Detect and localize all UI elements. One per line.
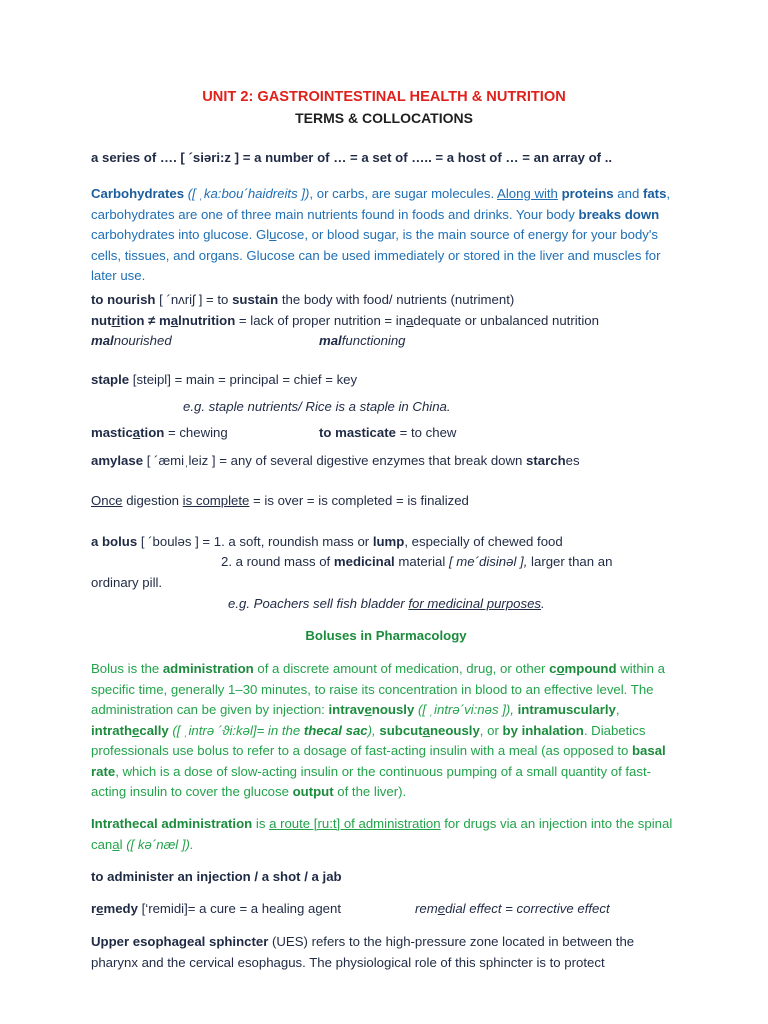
text: [ ´nʌriʃ ] = to	[155, 292, 233, 307]
term: intrav	[328, 702, 365, 717]
text: = lack of proper nutrition = in	[235, 313, 407, 328]
prefix: mal	[319, 333, 342, 348]
bolus-line-3	[91, 573, 681, 594]
text: [‘remidi]= a cure = a healing agent	[137, 901, 342, 916]
term: mpound	[564, 661, 617, 676]
term: cally	[139, 722, 169, 738]
term: output	[292, 784, 334, 799]
stress-mark: a	[112, 836, 120, 852]
series-line	[91, 148, 681, 169]
example-text: e.g. Poachers sell fish bladder	[228, 596, 409, 611]
text: , which is a dose of slow-acting insulin or the continuous pumping of a small quantity of fast-acting insulin to cover the glucose	[91, 763, 652, 799]
term: thecal sac	[303, 722, 368, 738]
term: c	[549, 661, 557, 676]
text: of the liver).	[333, 784, 407, 799]
term: subcut	[379, 722, 423, 738]
bolus-line-2	[91, 552, 768, 573]
heading-text: Boluses in Pharmacology	[305, 628, 467, 643]
term: Upper esophageal sphincter	[91, 934, 269, 949]
term: neously	[429, 722, 480, 738]
term: to masticate	[319, 425, 396, 440]
stress-mark: e	[437, 901, 446, 916]
term: nously	[371, 702, 415, 717]
stress-mark: e	[96, 901, 104, 916]
underlined-word: Once	[91, 493, 123, 508]
section-heading	[91, 626, 681, 647]
series-text: a series of …. [ ´siəri:z ] = a number of … = a set of ….. = a host of … = an array of ..	[91, 150, 613, 165]
mastication-line	[91, 423, 681, 444]
page-subtitle: TERMS & COLLOCATIONS	[295, 110, 473, 126]
underlined-phrase: Along with	[497, 186, 558, 201]
text: cose, or blood sugar, is the main source of energy for your body's cells, tissues, and organs. Glucose can be used immediately or stored in the liver and muscles for later use.	[91, 227, 661, 283]
text: ordinary pill.	[91, 575, 163, 590]
term: to administer an injection / a shot / a jab	[91, 869, 342, 884]
mal-line	[91, 331, 681, 352]
pron: ([ ˌka:bou´haidreits ])	[184, 186, 310, 201]
text: = chewing	[164, 425, 228, 440]
text: functioning	[341, 333, 406, 348]
text: dequate or unbalanced nutrition	[413, 313, 599, 328]
term: basal rate	[91, 743, 666, 779]
stress-mark: a	[406, 313, 414, 328]
carbohydrates-paragraph	[91, 184, 681, 287]
bolus-line-1	[91, 532, 681, 553]
staple-example	[91, 397, 768, 418]
text: 2. a round mass of	[221, 554, 334, 569]
text: [steipl] = main = principal = chief = key	[129, 372, 358, 387]
stress-mark: a	[170, 313, 179, 328]
text: ,	[615, 702, 620, 717]
text: within a specific time, generally 1–30 minutes, to raise its concentration in blood to an effective level. The administration can be given by injection:	[91, 661, 665, 717]
underlined-phrase: for medicinal purposes	[408, 596, 542, 611]
text: the body with food/ nutrients (nutriment)	[278, 292, 515, 307]
text: .	[541, 596, 545, 611]
term: starch	[526, 453, 566, 468]
text: nourished	[113, 333, 172, 348]
underlined-phrase: a route [ru:t] of administration	[269, 816, 441, 831]
text: , or carbs, are sugar molecules.	[309, 186, 498, 201]
text: = to chew	[395, 425, 457, 440]
text: and	[613, 186, 643, 201]
text: for drugs via an injection into the spinal can	[91, 816, 673, 852]
stress-mark: o	[556, 661, 565, 676]
text: is	[252, 816, 270, 831]
term: Intrathecal administration	[91, 816, 253, 831]
pron: ([ ˌintrə´vi:nəs ]),	[414, 702, 514, 717]
term: to nourish	[91, 292, 156, 307]
staple-line	[91, 370, 681, 391]
nourish-line	[91, 290, 681, 311]
term: staple	[91, 372, 130, 387]
pron: ),	[367, 722, 376, 738]
term: r	[91, 901, 97, 916]
pron: ([ kə´næl ]).	[126, 836, 194, 852]
text: , especially of chewed food	[404, 534, 563, 549]
term: tion	[140, 425, 165, 440]
stress-mark: e	[132, 722, 140, 738]
stress-mark: u	[269, 227, 277, 242]
text: of a discrete amount of medication, drug, or other	[253, 661, 550, 676]
term-breaks-down: breaks down	[578, 206, 660, 222]
text: es	[565, 453, 580, 468]
pharmacology-paragraph	[91, 659, 681, 803]
text: [ ´bouləs ] = 1. a soft, roundish mass or	[137, 534, 373, 549]
term: by inhalation	[502, 722, 584, 738]
text: larger than an	[527, 554, 613, 569]
term: a bolus	[91, 534, 138, 549]
term: intrath	[91, 722, 133, 738]
term: amylase	[91, 453, 144, 468]
text: , or	[479, 722, 503, 738]
text: dial effect = corrective effect	[445, 901, 610, 916]
administer-line	[91, 867, 681, 888]
once-line	[91, 491, 681, 512]
term: medy	[103, 901, 138, 916]
nutrition-line	[91, 311, 681, 332]
text: (UES) refers to the high-pressure zone located in between the pharynx and the cervical esophagus. The physiological role of this sphincter is to protect	[91, 934, 635, 970]
intrathecal-paragraph	[91, 814, 681, 855]
term-fats: fats	[642, 186, 667, 201]
stress-mark: ri	[111, 313, 121, 328]
ues-paragraph	[91, 932, 681, 973]
stress-mark: e	[364, 702, 372, 717]
term: lnutrition	[178, 313, 236, 328]
text: . Diabetics professionals use bolus to refer to a dosage of fast-acting insulin with a meal (as opposed to	[91, 722, 646, 758]
text: digestion	[122, 493, 183, 508]
stress-mark: a	[132, 425, 141, 440]
term: intramuscularly	[517, 702, 616, 717]
underlined-phrase: is complete	[182, 493, 250, 508]
term-proteins: proteins	[561, 186, 614, 201]
text: rem	[415, 901, 438, 916]
example-text: e.g. staple nutrients/ Rice is a staple in China.	[183, 399, 451, 414]
term: sustain	[232, 292, 279, 307]
text: [ ´æmiˌleiz ] = any of several digestive enzymes that break down	[143, 453, 527, 468]
term: administration	[162, 661, 254, 676]
text: = is over = is completed = is finalized	[249, 493, 469, 508]
term: tion ≠ m	[120, 313, 171, 328]
term: medicinal	[333, 554, 395, 569]
amylase-line	[91, 451, 681, 472]
term: nut	[91, 313, 112, 328]
text: material	[394, 554, 449, 569]
pron: ([ ˌintrə ´ϑi:kəl]= in the	[168, 722, 304, 738]
page-title: UNIT 2: GASTROINTESTINAL HEALTH & NUTRITION	[202, 89, 566, 105]
bolus-example	[91, 594, 768, 615]
text: , carbohydrates are one of three main nutrients found in foods and drinks. Your body	[91, 186, 671, 222]
text: Bolus is the	[91, 661, 163, 676]
text: l	[119, 836, 127, 852]
term: mastic	[91, 425, 133, 440]
text: carbohydrates into glucose. Gl	[91, 227, 270, 242]
term: lump	[372, 534, 405, 549]
term-carbohydrates: Carbohydrates	[91, 186, 185, 201]
prefix: mal	[91, 333, 114, 348]
remedy-line	[91, 899, 681, 920]
pron: [ me´disinəl ],	[448, 554, 528, 569]
stress-mark: a	[422, 722, 430, 738]
